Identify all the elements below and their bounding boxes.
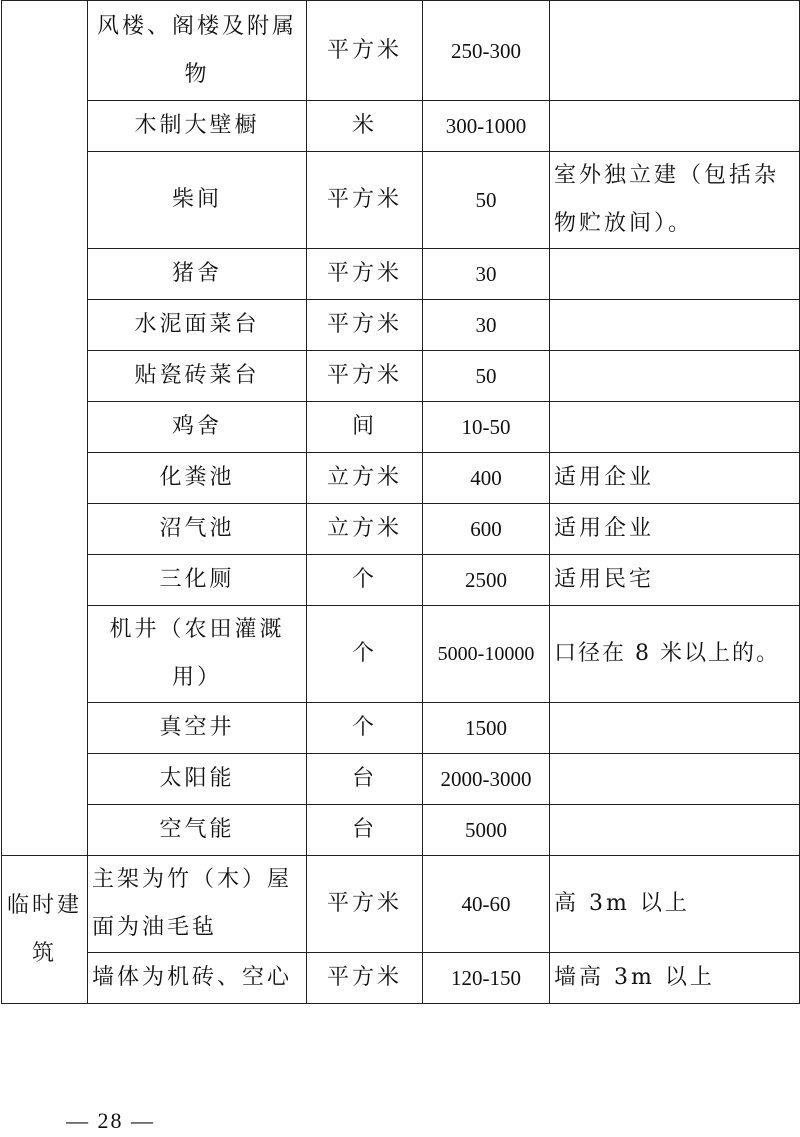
unit-cell: 台 [307, 754, 423, 805]
table-row [2, 555, 800, 606]
note-cell [550, 300, 800, 351]
item-cell: 墙体为机砖、空心 [88, 953, 307, 1004]
unit-cell: 立方米 [307, 504, 423, 555]
note-cell: 适用民宅 [550, 555, 800, 606]
unit-cell: 平方米 [307, 1, 423, 101]
unit-cell: 平方米 [307, 856, 423, 953]
note-cell: 高 3m 以上 [550, 856, 800, 953]
unit-cell: 米 [307, 101, 423, 152]
table-row [2, 152, 800, 249]
price-cell: 30 [423, 249, 550, 300]
table-row [2, 953, 800, 1004]
table-row [2, 703, 800, 754]
note-cell: 室外独立建（包括杂物贮放间）。 [550, 152, 800, 249]
unit-cell: 台 [307, 805, 423, 856]
price-cell: 120-150 [423, 953, 550, 1004]
note-cell: 适用企业 [550, 504, 800, 555]
table-row [2, 754, 800, 805]
unit-cell: 个 [307, 606, 423, 703]
compensation-table [1, 0, 800, 1004]
price-cell: 300-1000 [423, 101, 550, 152]
item-cell: 风楼、阁楼及附属物 [88, 1, 307, 101]
item-cell: 猪舍 [88, 249, 307, 300]
table-row [2, 402, 800, 453]
price-cell: 5000 [423, 805, 550, 856]
table-row [2, 1, 800, 101]
table-row [2, 504, 800, 555]
price-cell: 30 [423, 300, 550, 351]
unit-cell: 平方米 [307, 249, 423, 300]
note-cell [550, 402, 800, 453]
item-cell: 贴瓷砖菜台 [88, 351, 307, 402]
item-cell: 沼气池 [88, 504, 307, 555]
table-row [2, 606, 800, 703]
price-cell: 10-50 [423, 402, 550, 453]
item-cell: 真空井 [88, 703, 307, 754]
price-cell: 2000-3000 [423, 754, 550, 805]
item-cell: 水泥面菜台 [88, 300, 307, 351]
note-cell [550, 703, 800, 754]
page-number: — 28 — [66, 1108, 155, 1133]
price-cell: 400 [423, 453, 550, 504]
note-cell [550, 101, 800, 152]
price-cell: 1500 [423, 703, 550, 754]
item-cell: 机井（农田灌溉用） [88, 606, 307, 703]
unit-cell: 间 [307, 402, 423, 453]
table-row [2, 805, 800, 856]
unit-cell: 平方米 [307, 300, 423, 351]
price-cell: 40-60 [423, 856, 550, 953]
note-cell: 适用企业 [550, 453, 800, 504]
item-cell: 鸡舍 [88, 402, 307, 453]
note-cell [550, 1, 800, 101]
unit-cell: 平方米 [307, 152, 423, 249]
unit-cell: 个 [307, 703, 423, 754]
unit-cell: 个 [307, 555, 423, 606]
table-row [2, 453, 800, 504]
item-cell: 木制大壁橱 [88, 101, 307, 152]
table-row [2, 249, 800, 300]
price-cell: 50 [423, 152, 550, 249]
table-row [2, 101, 800, 152]
category-cell [2, 1, 88, 856]
table-row [2, 351, 800, 402]
note-cell [550, 805, 800, 856]
item-cell: 太阳能 [88, 754, 307, 805]
price-cell: 50 [423, 351, 550, 402]
unit-cell: 平方米 [307, 351, 423, 402]
note-cell: 口径在 8 米以上的。 [550, 606, 800, 703]
note-cell [550, 249, 800, 300]
table-row [2, 300, 800, 351]
item-cell: 主架为竹（木）屋面为油毛毡 [88, 856, 307, 953]
price-cell: 250-300 [423, 1, 550, 101]
table-row [2, 856, 800, 953]
item-cell: 化粪池 [88, 453, 307, 504]
item-cell: 柴间 [88, 152, 307, 249]
item-cell: 三化厕 [88, 555, 307, 606]
price-cell: 2500 [423, 555, 550, 606]
note-cell [550, 351, 800, 402]
unit-cell: 立方米 [307, 453, 423, 504]
price-cell: 600 [423, 504, 550, 555]
item-cell: 空气能 [88, 805, 307, 856]
note-cell [550, 754, 800, 805]
category-cell-temporary-building: 临时建筑 [2, 856, 88, 1004]
price-cell: 5000-10000 [423, 606, 550, 703]
note-cell: 墙高 3m 以上 [550, 953, 800, 1004]
unit-cell: 平方米 [307, 953, 423, 1004]
